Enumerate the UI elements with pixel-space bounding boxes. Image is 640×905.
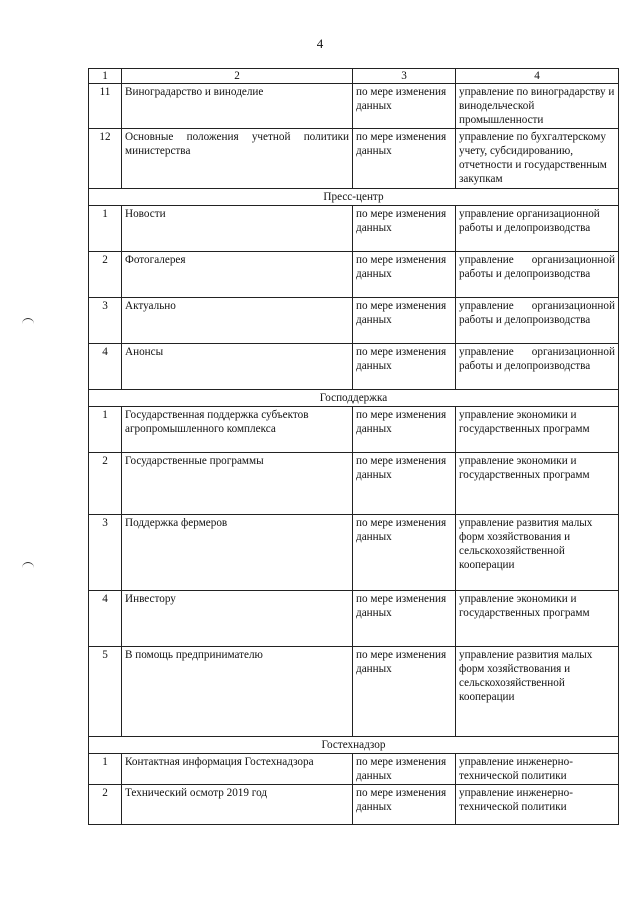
section-name: Инвестору — [122, 591, 353, 647]
section-name: Государственная поддержка субъектов агропромышленного комплекса — [122, 407, 353, 453]
section-name: Виноградарство и виноделие — [122, 84, 353, 129]
section-heading-row — [89, 737, 619, 754]
table-row — [89, 84, 619, 129]
responsible-department: управление инженерно-технической политики — [456, 754, 619, 785]
table-row — [89, 591, 619, 647]
section-name: Основные положения учетной политики министерства — [122, 129, 353, 189]
update-frequency: по мере изменения данных — [353, 515, 456, 591]
section-name: Фотогалерея — [122, 252, 353, 298]
column-number-row — [89, 69, 619, 84]
section-name: Государственные программы — [122, 453, 353, 515]
section-heading-row — [89, 390, 619, 407]
responsible-department: управление организационной работы и делопроизводства — [456, 344, 619, 390]
section-name: Технический осмотр 2019 год — [122, 785, 353, 825]
update-frequency: по мере изменения данных — [353, 785, 456, 825]
section-heading-row — [89, 189, 619, 206]
table-row — [89, 206, 619, 252]
row-number: 2 — [89, 252, 122, 298]
responsible-department: управление экономики и государственных программ — [456, 591, 619, 647]
responsible-department: управление развития малых форм хозяйствования и сельскохозяйственной кооперации — [456, 647, 619, 737]
row-number: 2 — [89, 453, 122, 515]
update-frequency: по мере изменения данных — [353, 647, 456, 737]
table-row — [89, 129, 619, 189]
table-row — [89, 344, 619, 390]
section-name: Анонсы — [122, 344, 353, 390]
responsible-department: управление инженерно-технической политики — [456, 785, 619, 825]
section-name: Актуально — [122, 298, 353, 344]
row-number: 11 — [89, 84, 122, 129]
table-row — [89, 785, 619, 825]
table-row — [89, 407, 619, 453]
row-number: 3 — [89, 515, 122, 591]
column-number: 4 — [456, 69, 619, 84]
update-frequency: по мере изменения данных — [353, 754, 456, 785]
section-name: Контактная информация Гостехнадзора — [122, 754, 353, 785]
section-heading: Господдержка — [89, 390, 619, 407]
section-name: В помощь предпринимателю — [122, 647, 353, 737]
update-frequency: по мере изменения данных — [353, 129, 456, 189]
section-name: Поддержка фермеров — [122, 515, 353, 591]
column-number: 1 — [89, 69, 122, 84]
responsible-department: управление организационной работы и делопроизводства — [456, 298, 619, 344]
update-frequency: по мере изменения данных — [353, 252, 456, 298]
update-frequency: по мере изменения данных — [353, 407, 456, 453]
responsible-department: управление организационной работы и делопроизводства — [456, 206, 619, 252]
responsible-department: управление экономики и государственных программ — [456, 407, 619, 453]
responsible-department: управление по виноградарству и винодельческой промышленности — [456, 84, 619, 129]
table-row — [89, 647, 619, 737]
row-number: 4 — [89, 344, 122, 390]
page-number: 4 — [316, 36, 324, 51]
responsible-department: управление развития малых форм хозяйствования и сельскохозяйственной кооперации — [456, 515, 619, 591]
row-number: 1 — [89, 754, 122, 785]
section-name: Новости — [122, 206, 353, 252]
row-number: 5 — [89, 647, 122, 737]
update-frequency: по мере изменения данных — [353, 344, 456, 390]
update-frequency: по мере изменения данных — [353, 453, 456, 515]
table-row — [89, 515, 619, 591]
row-number: 12 — [89, 129, 122, 189]
table-row — [89, 754, 619, 785]
row-number: 1 — [89, 206, 122, 252]
update-frequency: по мере изменения данных — [353, 298, 456, 344]
update-frequency: по мере изменения данных — [353, 206, 456, 252]
column-number: 3 — [353, 69, 456, 84]
responsible-department: управление экономики и государственных программ — [456, 453, 619, 515]
binding-hole-mark — [22, 318, 34, 327]
row-number: 2 — [89, 785, 122, 825]
column-number: 2 — [122, 69, 353, 84]
update-frequency: по мере изменения данных — [353, 591, 456, 647]
row-number: 4 — [89, 591, 122, 647]
responsible-department: управление по бухгалтерскому учету, субсидированию, отчетности и государственным закупкам — [456, 129, 619, 189]
responsible-department: управление организационной работы и делопроизводства — [456, 252, 619, 298]
update-frequency: по мере изменения данных — [353, 84, 456, 129]
table-row — [89, 453, 619, 515]
row-number: 1 — [89, 407, 122, 453]
binding-hole-mark — [22, 562, 34, 571]
information-table — [88, 68, 619, 825]
table-row — [89, 298, 619, 344]
row-number: 3 — [89, 298, 122, 344]
table-row — [89, 252, 619, 298]
section-heading: Пресс-центр — [89, 189, 619, 206]
section-heading: Гостехнадзор — [89, 737, 619, 754]
